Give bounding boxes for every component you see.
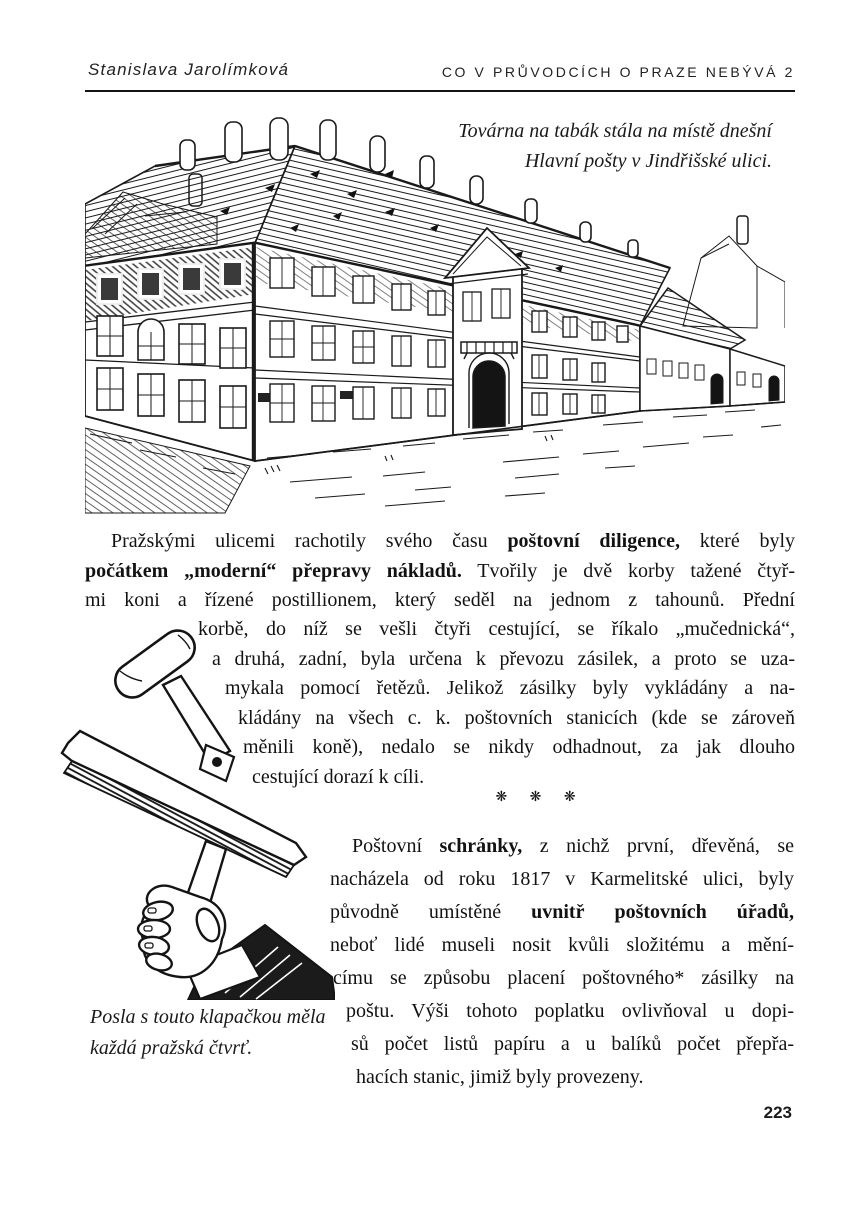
- text-run-bold: schránky,: [439, 835, 523, 857]
- text-run: které byly: [679, 530, 796, 552]
- building-caption-line1: Továrna na tabák stála na místě dnešní: [458, 120, 772, 142]
- paragraph1-line9: cestující dorazí k cíli.: [252, 765, 425, 788]
- paragraph2-line7: sů počet listů papíru a u balíků počet přepřa-: [351, 1033, 794, 1055]
- paragraph2-line5: címu se způsobu placení poštovného* zásilky na: [333, 967, 794, 989]
- clapper-board-underside: [64, 761, 294, 877]
- building-caption: [352, 116, 772, 176]
- paragraph1-line2: [85, 557, 795, 587]
- paragraph1-line5: a druhá, zadní, byla určena k převozu zásilek, a proto se uza-: [212, 647, 795, 670]
- paragraph2-line2: nacházela od roku 1817 v Karmelitské ulici, byly: [330, 868, 794, 890]
- paragraph2-line8: hacích stanic, jimiž byly provezeny.: [356, 1066, 644, 1088]
- section-separator: ❋ ❋ ❋: [495, 789, 585, 805]
- paragraph2-line4: neboť lidé museli nosit kvůli složitému a mění-: [330, 934, 794, 956]
- text-run-bold: poštovní diligence,: [507, 530, 680, 552]
- paragraph1-line3: mi koni a řízené postillionem, který seděl na jednom z tahounů. Přední: [85, 589, 795, 611]
- left-facade: [85, 243, 255, 461]
- page-header-author: Stanislava Jarolímková: [88, 60, 290, 79]
- clapper-caption: [90, 1002, 350, 1064]
- paragraph2: [330, 830, 794, 1094]
- text-run-bold: uvnitř poštovních úřadů,: [531, 901, 794, 923]
- text-run: Pražskými ulicemi rachotily svého času: [111, 530, 508, 552]
- clapper-caption-line1: Posla s touto klapačkou měla: [90, 1006, 326, 1028]
- text-run-bold: počátkem „moderní“ přepravy nákladů.: [85, 559, 462, 582]
- text-run: původně umístěné: [330, 901, 532, 923]
- text-run: z nichž první, dřevěná, se: [522, 835, 794, 857]
- paragraph1-line6: mykala pomocí řetězů. Jelikož zásilky byly vykládány a na-: [225, 677, 795, 699]
- paragraph1-line1: [85, 527, 795, 557]
- mallet-shaft: [163, 676, 230, 762]
- text-run: Poštovní: [352, 835, 440, 857]
- text-run: Tvořily je dvě korby tažené čtyř-: [461, 559, 796, 582]
- paragraph2-line3: [330, 896, 794, 929]
- paragraph2-line1: [330, 830, 794, 863]
- paragraph1-line4: korbě, do níž se vešli čtyři cestující, se říkalo „mučednická“,: [198, 618, 795, 640]
- header-rule: [85, 90, 795, 92]
- page-header-book-title: CO V PRŮVODCÍCH O PRAZE NEBÝVÁ 2: [441, 64, 795, 80]
- paragraph2-line6: poštu. Výši tohoto poplatku ovlivňoval u dopi-: [346, 1000, 794, 1022]
- paragraph1-top: [85, 527, 795, 616]
- paragraph1-line7: kládány na všech c. k. poštovních stanicích (kde se zároveň: [238, 706, 795, 729]
- page-number: 223: [763, 1103, 792, 1122]
- clapper-illustration: [60, 625, 335, 1000]
- paragraph1-line8: měnili koně), nedalo se nikdy odhadnout, za jak dlouho: [243, 736, 795, 758]
- clapper-caption-line2: každá pražská čtvrť.: [90, 1037, 253, 1059]
- clapper-board: [62, 731, 306, 865]
- building-caption-line2: Hlavní pošty v Jindřišské ulici.: [524, 150, 772, 172]
